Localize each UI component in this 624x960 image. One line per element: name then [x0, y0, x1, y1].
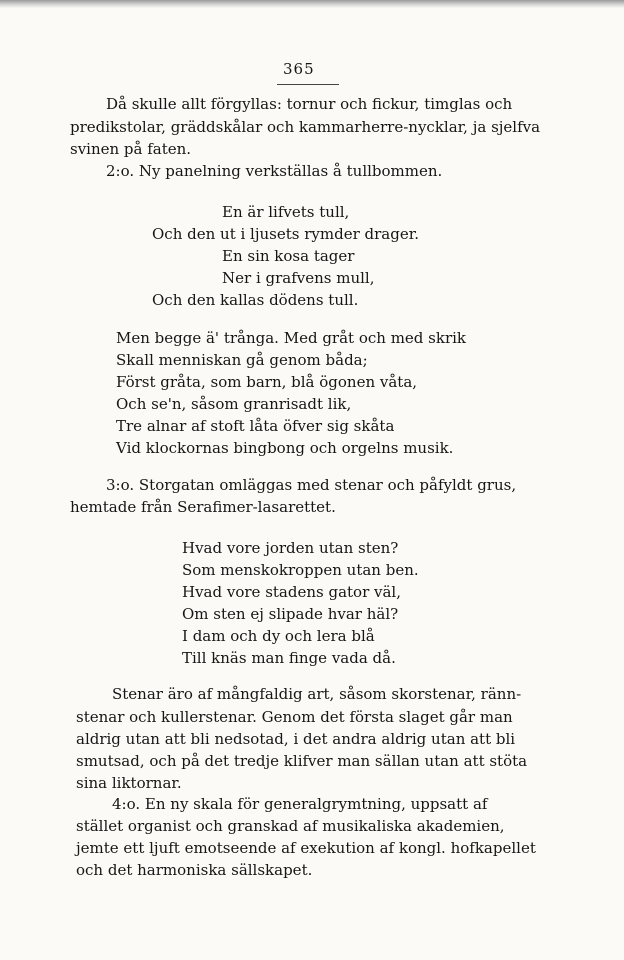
paragraph-2-line: stenar och kullerstenar. Genom det första slaget går man: [76, 708, 513, 726]
poem-2-line: Vid klockornas bingbong och orgelns musik.: [116, 439, 454, 457]
poem-3-line: Till knäs man finge vada då.: [182, 649, 396, 667]
item-3-line: 3:o. Storgatan omläggas med stenar och påfyldt grus,: [106, 476, 517, 494]
poem-3-line: Som menskokroppen utan ben.: [182, 561, 419, 579]
paragraph-2-line: sina liktornar.: [76, 774, 182, 792]
poem-2-line: Men begge ä' trånga. Med gråt och med skrik: [116, 329, 467, 347]
page-number: 365: [283, 60, 315, 78]
poem-1-line: Och den kallas dödens tull.: [152, 291, 359, 309]
poem-1-line: Ner i grafvens mull,: [222, 269, 375, 287]
poem-2-line: Först gråta, som barn, blå ögonen våta,: [116, 373, 418, 391]
poem-2-line: Skall menniskan gå genom båda;: [116, 351, 368, 369]
item-4-line: stället organist och granskad af musikaliska akademien,: [76, 817, 505, 835]
poem-1-line: En är lifvets tull,: [222, 203, 350, 221]
paragraph-1-line: svinen på faten.: [70, 140, 192, 158]
item-4-line: 4:o. En ny skala för generalgrymtning, uppsatt af: [112, 795, 488, 813]
page-number-rule: [277, 84, 339, 85]
poem-3-line: Om sten ej slipade hvar häl?: [182, 605, 399, 623]
poem-1-line: Och den ut i ljusets rymder drager.: [152, 225, 420, 243]
poem-1-line: En sin kosa tager: [222, 247, 355, 265]
poem-2-line: Tre alnar af stoft låta öfver sig skåta: [116, 417, 395, 435]
poem-3-line: I dam och dy och lera blå: [182, 627, 375, 645]
paragraph-2-line: Stenar äro af mångfaldig art, såsom skorstenar, ränn-: [112, 685, 522, 703]
item-2-line: 2:o. Ny panelning verkställas å tullbommen.: [106, 162, 443, 180]
poem-3-line: Hvad vore jorden utan sten?: [182, 539, 399, 557]
paragraph-2-line: smutsad, och på det tredje klifver man sällan utan att stöta: [76, 752, 528, 770]
paragraph-2-line: aldrig utan att bli nedsotad, i det andra aldrig utan att bli: [76, 730, 516, 748]
item-3-line: hemtade från Serafimer-lasarettet.: [70, 498, 336, 516]
item-4-line: och det harmoniska sällskapet.: [76, 861, 313, 879]
poem-2-line: Och se'n, såsom granrisadt lik,: [116, 395, 352, 413]
poem-3-line: Hvad vore stadens gator väl,: [182, 583, 401, 601]
page-top-edge: [0, 0, 624, 8]
item-4-line: jemte ett ljuft emotseende af exekution af kongl. hofkapellet: [76, 839, 536, 857]
paragraph-1-line: predikstolar, gräddskålar och kammarherre-nycklar, ja sjelfva: [70, 118, 541, 136]
paragraph-1-line: Då skulle allt förgyllas: tornur och fickur, timglas och: [106, 95, 513, 113]
